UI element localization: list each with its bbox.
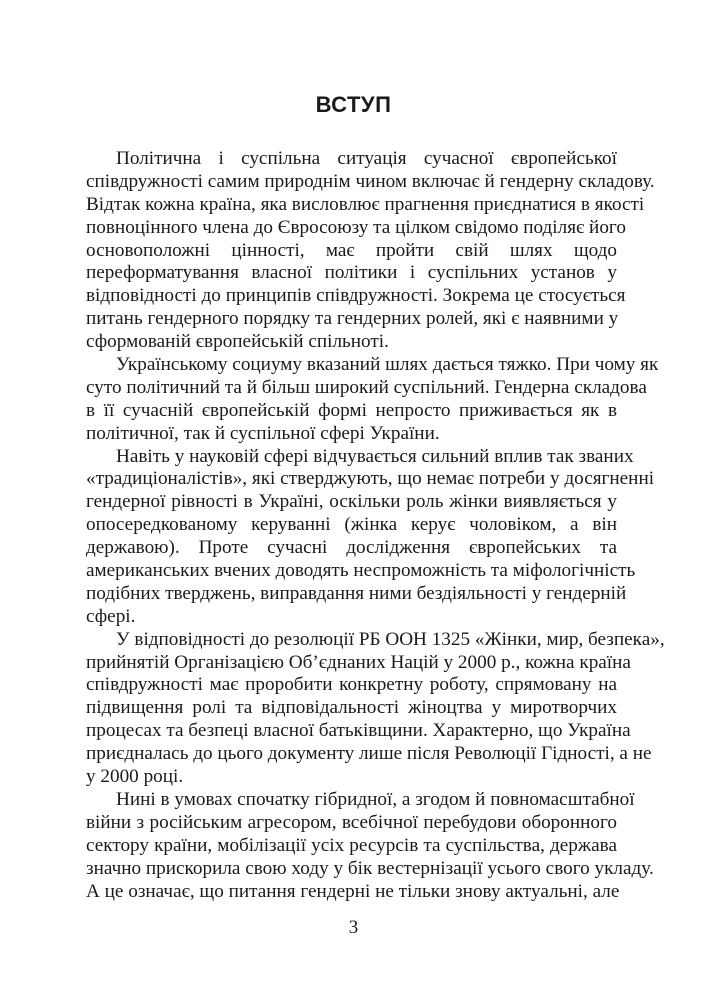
text-line: приєдналась до цього документу лише після Революції Гідності, а не: [86, 743, 652, 765]
text-line: сектору країни, мобілізації усіх ресурсів та суспільства, держава: [86, 834, 617, 856]
paragraph: [86, 148, 655, 354]
text-line: процесах та безпеці власної батьківщини. Характерно, що Україна: [86, 720, 631, 742]
page-title: ВСТУП: [315, 92, 392, 117]
text-line: співдружності самим природнім чином включає й гендерну складову.: [86, 170, 655, 192]
text-line: суто політичний та й більш широкий суспільний. Гендерна складова: [86, 376, 647, 398]
document-body: [86, 148, 665, 903]
text-line: Нині в умовах спочатку гібридної, а згодом й повномасштабної: [116, 788, 635, 810]
text-line: співдружності має проробити конкретну роботу, спрямовану на: [86, 674, 617, 696]
text-line: Політична і суспільна ситуація сучасної європейської: [116, 148, 617, 169]
text-line: підвищення ролі та відповідальності жіноцтва у миротворчих: [86, 697, 617, 719]
text-line: Відтак кожна країна, яка висловлює прагнення приєднатися в якості: [86, 193, 645, 215]
text-line: Навіть у науковій сфері відчувається сильний вплив так званих: [116, 445, 634, 467]
text-line: в її сучасній європейській формі непросто приживається як в: [86, 399, 617, 421]
text-line: питань гендерного порядку та гендерних ролей, які є наявними у: [86, 308, 619, 330]
text-line: Українському социуму вказаний шлях дається тяжко. При чому як: [116, 354, 659, 376]
text-line: державою). Проте сучасні дослідження європейських та: [86, 537, 617, 559]
text-line: відповідності до принципів співдружності. Зокрема це стосується: [86, 285, 626, 307]
text-line: сфері.: [86, 605, 136, 627]
text-line: гендерної рівності в Україні, оскільки роль жінки виявляється у: [86, 491, 617, 513]
paragraph: [86, 788, 654, 903]
text-line: переформатування власної політики і суспільних установ у: [86, 262, 617, 284]
text-line: повноцінного члена до Євросоюзу та цілком свідомо поділяє його: [86, 216, 626, 238]
text-line: війни з російським агресором, всебічної перебудови оборонного: [86, 811, 617, 833]
text-line: значно прискорила свою ходу у бік вестернізації усього свого укладу.: [86, 857, 654, 879]
paragraph: [86, 445, 655, 629]
text-line: подібних тверджень, виправдання ними бездіяльності у гендерній: [86, 582, 627, 604]
text-line: основоположні цінності, має пройти свій шлях щодо: [86, 239, 617, 261]
paragraph: [86, 628, 665, 789]
text-line: американських вчених доводять неспроможність та міфологічність: [86, 560, 636, 582]
text-line: сформованій європейській спільноті.: [86, 331, 389, 353]
text-line: прийнятій Організацією Об’єднаних Націй у 2000 р., кожна країна: [86, 651, 631, 673]
text-line: опосередкованому керуванні (жінка керує чоловіком, а він: [86, 514, 617, 536]
text-line: політичної, так й суспільної сфері України.: [86, 422, 440, 444]
text-line: У відповідності до резолюції РБ ООН 1325 «Жінки, мир, безпека»,: [116, 628, 665, 650]
page-number: 3: [348, 917, 359, 938]
text-line: А це означає, що питання гендерні не тільки знову актуальні, але: [86, 880, 620, 902]
text-line: «традиціоналістів», які стверджують, що немає потреби у досягненні: [86, 468, 655, 490]
paragraph: [86, 354, 659, 446]
text-line: у 2000 році.: [86, 766, 184, 788]
